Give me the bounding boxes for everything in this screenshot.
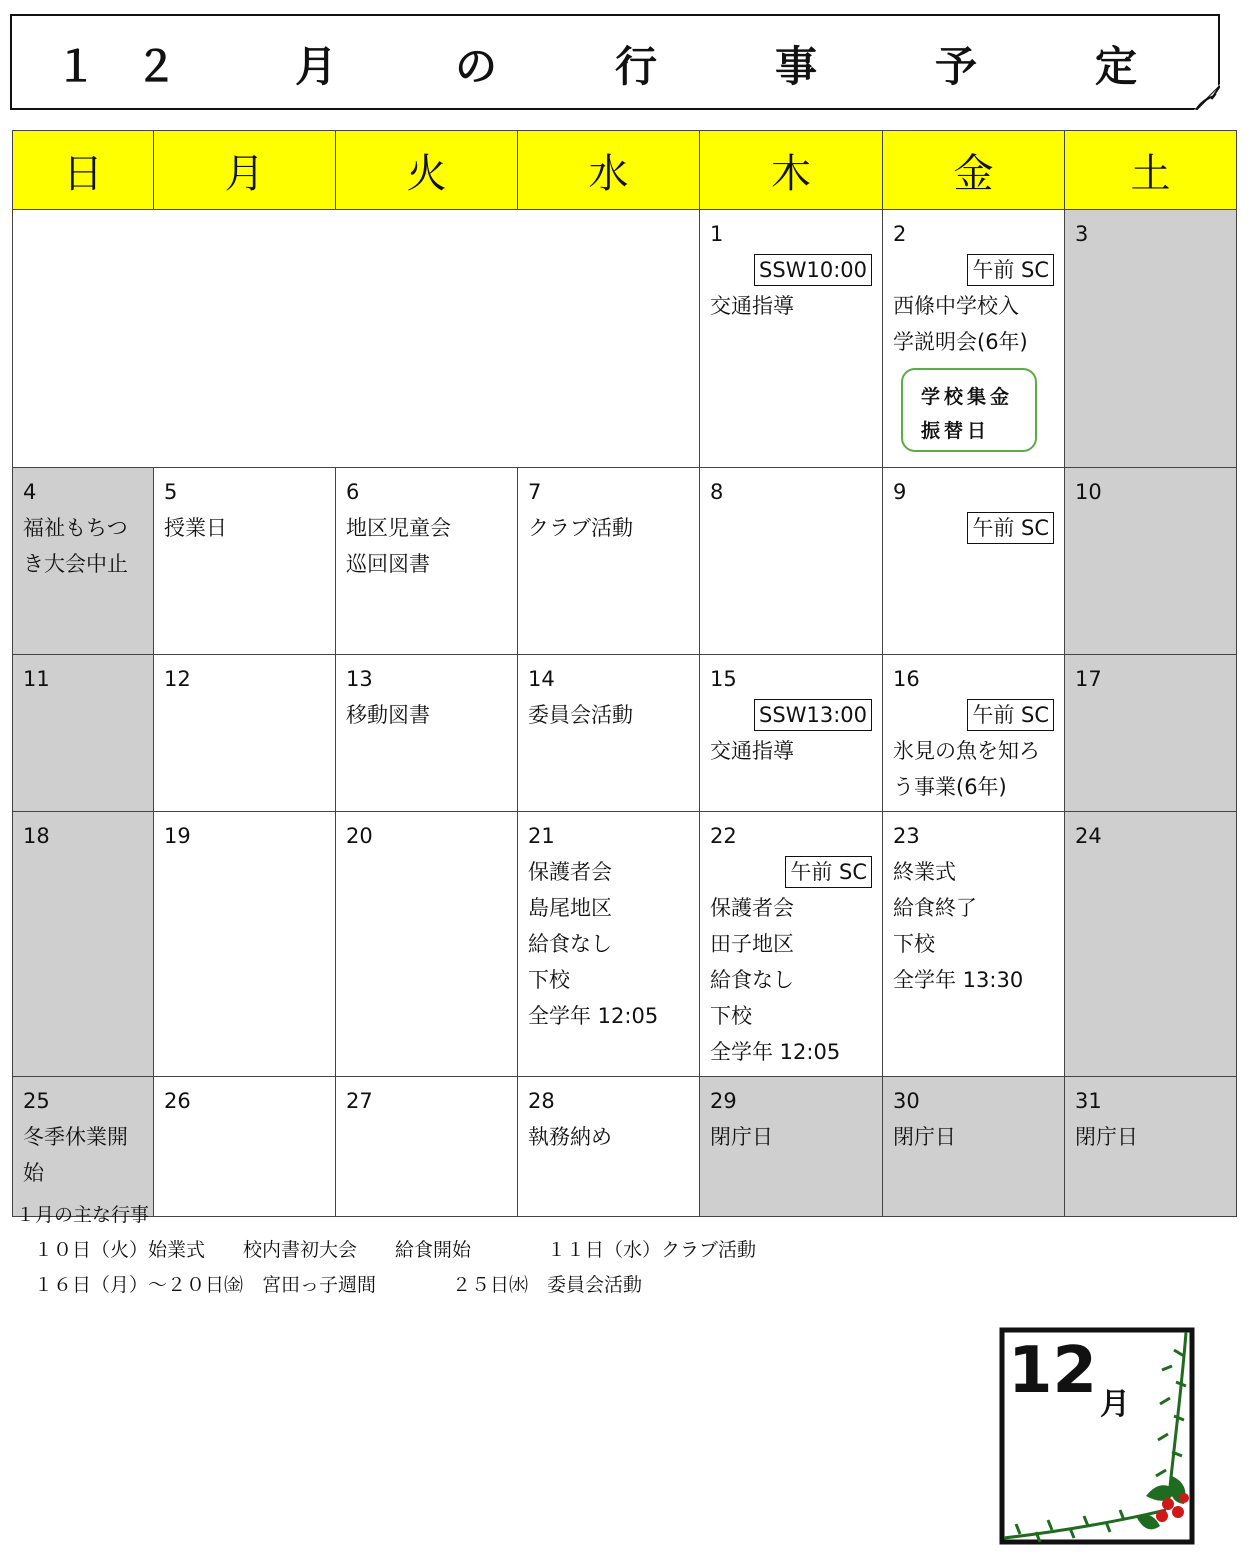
- day-number: 27: [346, 1089, 373, 1113]
- day-number: 3: [1075, 222, 1089, 246]
- event-line: 島尾地区: [528, 896, 612, 920]
- event-line: 下校: [528, 968, 570, 992]
- day-number: 11: [23, 667, 50, 691]
- event-line: き大会中止: [23, 552, 128, 576]
- day-number: 26: [164, 1089, 191, 1113]
- event-line: 地区児童会: [346, 516, 451, 540]
- event-line: 給食なし: [528, 932, 612, 956]
- event-line: 終業式: [893, 860, 956, 884]
- event-line: 下校: [710, 1004, 752, 1028]
- day-number: 28: [528, 1089, 555, 1113]
- event-line: クラブ活動: [528, 516, 633, 540]
- day-number: 2: [893, 222, 907, 246]
- event-line: 閉庁日: [893, 1125, 956, 1149]
- day-cell: [883, 655, 1065, 812]
- notes-line-1: １０日（火）始業式 校内書初大会 給食開始 １１日（水）クラブ活動: [34, 1239, 757, 1261]
- event-line: 始: [23, 1161, 44, 1185]
- event-line: 巡回図書: [346, 552, 430, 576]
- event-line: 給食なし: [710, 968, 794, 992]
- event-tag: 午前 SC: [967, 699, 1054, 731]
- day-cell: [154, 468, 336, 655]
- event-line: 執務納め: [528, 1125, 612, 1149]
- day-number: 19: [164, 824, 191, 848]
- day-cell: [13, 1077, 154, 1217]
- event-line: 氷見の魚を知ろ: [893, 739, 1040, 763]
- day-cell: [883, 468, 1065, 655]
- clipart-unit: 月: [1100, 1387, 1130, 1422]
- event-line: 閉庁日: [1075, 1125, 1138, 1149]
- clipart-number: 12: [1008, 1334, 1098, 1408]
- day-cell: [1065, 655, 1237, 812]
- day-number: 31: [1075, 1089, 1102, 1113]
- event-line: 移動図書: [346, 703, 430, 727]
- day-number: 14: [528, 667, 555, 691]
- week-row: [13, 812, 1237, 1077]
- tag-row: [893, 510, 1054, 546]
- day-number: 12: [164, 667, 191, 691]
- day-cell: [700, 1077, 883, 1217]
- note-bubble-line: 振替日: [921, 420, 991, 442]
- day-cell: [336, 1077, 518, 1217]
- day-number: 8: [710, 480, 724, 504]
- day-cell: [700, 655, 883, 812]
- event-line: 閉庁日: [710, 1125, 773, 1149]
- event-line: 交通指導: [710, 294, 794, 318]
- event-line: う事業(6年): [893, 775, 1007, 799]
- tag-row: [893, 252, 1054, 288]
- day-number: 9: [893, 480, 907, 504]
- event-line: 委員会活動: [528, 703, 633, 727]
- day-cell: [1065, 210, 1237, 468]
- day-cell: [700, 812, 883, 1077]
- day-cell: [700, 210, 883, 468]
- weekday-fri: 金: [883, 131, 1065, 210]
- weekday-thu: 木: [700, 131, 883, 210]
- event-line: 学説明会(6年): [893, 330, 1028, 354]
- day-number: 1: [710, 222, 724, 246]
- day-cell: [518, 655, 700, 812]
- day-cell: [13, 655, 154, 812]
- day-number: 16: [893, 667, 920, 691]
- day-cell: [1065, 468, 1237, 655]
- day-number: 13: [346, 667, 373, 691]
- day-cell: [13, 812, 154, 1077]
- day-cell: [883, 812, 1065, 1077]
- day-cell: [336, 655, 518, 812]
- day-number: 24: [1075, 824, 1102, 848]
- week-row: [13, 1077, 1237, 1217]
- event-tag: 午前 SC: [967, 254, 1054, 286]
- weekday-sun: 日: [13, 131, 154, 210]
- week-row: [13, 468, 1237, 655]
- day-number: 23: [893, 824, 920, 848]
- day-cell: [154, 655, 336, 812]
- day-number: 6: [346, 480, 360, 504]
- day-cell: [518, 1077, 700, 1217]
- day-cell: [700, 468, 883, 655]
- day-number: 10: [1075, 480, 1102, 504]
- notes-line-2: １６日（月）～２０日㈮ 宮田っ子週間 ２５日㈬ 委員会活動: [34, 1274, 643, 1296]
- day-cell: [154, 812, 336, 1077]
- weekday-wed: 水: [518, 131, 700, 210]
- day-cell: [518, 812, 700, 1077]
- day-number: 18: [23, 824, 50, 848]
- tag-row: [710, 854, 872, 890]
- page-title: １２ 月 の 行 事 予 定: [54, 42, 1175, 91]
- day-number: 29: [710, 1089, 737, 1113]
- day-number: 30: [893, 1089, 920, 1113]
- weekday-header-row: [13, 131, 1237, 210]
- event-line: 下校: [893, 932, 935, 956]
- calendar-table: [12, 130, 1237, 1217]
- day-cell: [883, 1077, 1065, 1217]
- event-line: 保護者会: [528, 860, 612, 884]
- day-cell: [336, 812, 518, 1077]
- event-line: 田子地区: [710, 932, 794, 956]
- day-number: 21: [528, 824, 555, 848]
- empty-cell: [13, 210, 700, 468]
- day-cell: [154, 1077, 336, 1217]
- event-line: 保護者会: [710, 896, 794, 920]
- next-month-notes: [16, 1198, 756, 1303]
- note-bubble: [901, 368, 1037, 452]
- day-number: 7: [528, 480, 542, 504]
- tag-row: [710, 697, 872, 733]
- holly-wreath-icon: [996, 1326, 1222, 1552]
- event-line: 全学年 12:05: [528, 1004, 659, 1028]
- page-curl-icon: [1194, 84, 1220, 110]
- week-row: [13, 210, 1237, 468]
- event-line: 全学年 12:05: [710, 1040, 841, 1064]
- weekday-tue: 火: [336, 131, 518, 210]
- event-line: 授業日: [164, 516, 227, 540]
- event-line: 冬季休業開: [23, 1125, 128, 1149]
- event-tag: 午前 SC: [785, 856, 872, 888]
- event-tag: SSW13:00: [754, 699, 872, 731]
- day-number: 22: [710, 824, 737, 848]
- day-cell: [1065, 812, 1237, 1077]
- day-cell: [883, 210, 1065, 468]
- event-line: 福祉もちつ: [23, 516, 128, 540]
- tag-row: [710, 252, 872, 288]
- event-tag: SSW10:00: [754, 254, 872, 286]
- title-banner: [10, 14, 1220, 110]
- event-line: 全学年 13:30: [893, 968, 1024, 992]
- day-cell: [518, 468, 700, 655]
- day-number: 25: [23, 1089, 50, 1113]
- day-number: 5: [164, 480, 178, 504]
- event-line: 給食終了: [893, 896, 977, 920]
- notes-heading: １月の主な行事: [16, 1204, 150, 1226]
- week-row: [13, 655, 1237, 812]
- weekday-sat: 土: [1065, 131, 1237, 210]
- day-cell: [1065, 1077, 1237, 1217]
- note-bubble-line: 学校集金: [921, 386, 1014, 408]
- day-number: 20: [346, 824, 373, 848]
- day-number: 15: [710, 667, 737, 691]
- event-tag: 午前 SC: [967, 512, 1054, 544]
- day-number: 17: [1075, 667, 1102, 691]
- day-cell: [13, 468, 154, 655]
- weekday-mon: 月: [154, 131, 336, 210]
- event-line: 西條中学校入: [893, 294, 1019, 318]
- day-cell: [336, 468, 518, 655]
- tag-row: [893, 697, 1054, 733]
- day-number: 4: [23, 480, 37, 504]
- event-line: 交通指導: [710, 739, 794, 763]
